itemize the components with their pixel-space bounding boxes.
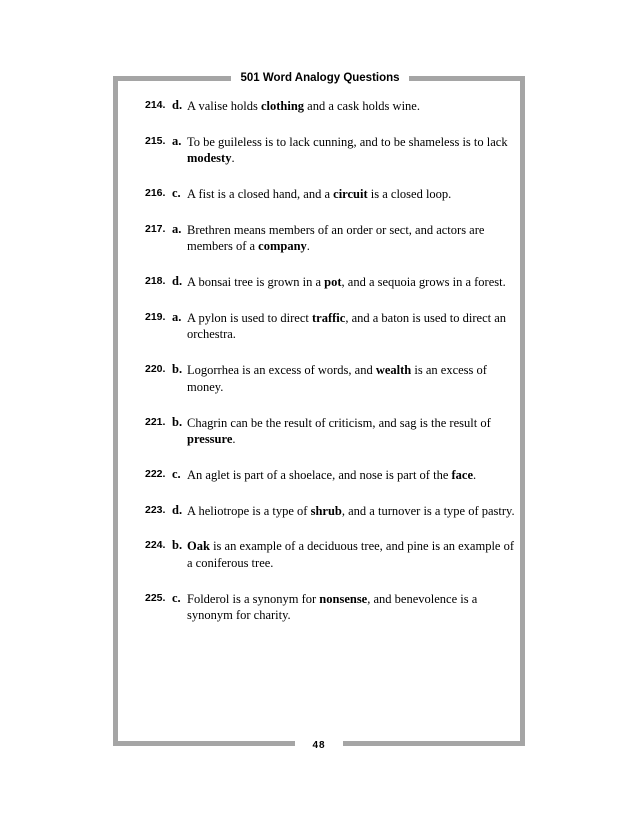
answer-keyword: nonsense xyxy=(319,591,368,606)
answer-explanation xyxy=(187,222,515,255)
answer-text-fragment: A pylon is used to direct xyxy=(187,310,312,325)
answer-item xyxy=(145,222,515,255)
answer-keyword: face xyxy=(451,467,474,482)
answer-keyword: pot xyxy=(324,275,342,290)
answer-text-fragment: . xyxy=(473,467,477,482)
answer-text-fragment: , and a baton is used to direct an orchestra. xyxy=(187,310,507,342)
answer-text-fragment: , and benevolence is a synonym for charity. xyxy=(187,591,478,623)
answer-text-fragment: , and a sequoia grows in a forest. xyxy=(341,275,506,290)
answer-item xyxy=(145,186,515,203)
answer-choice-letter: b. xyxy=(172,414,183,429)
answer-explanation xyxy=(187,503,515,520)
answer-choice-letter: d. xyxy=(172,98,183,112)
answer-item xyxy=(145,362,515,395)
answer-explanation xyxy=(187,310,515,343)
answer-choice-letter: d. xyxy=(172,274,183,289)
answer-number: 223. xyxy=(145,503,166,516)
answer-number: 219. xyxy=(145,310,166,323)
answer-text-fragment: A fist is a closed hand, and a xyxy=(187,187,334,202)
answer-text-fragment: Brethren means members of an order or sect, and actors are members of a xyxy=(187,222,485,254)
answer-explanation xyxy=(187,134,515,167)
answer-item xyxy=(145,503,515,520)
answer-text-fragment: A heliotrope is a type of xyxy=(187,503,311,518)
answer-explanation xyxy=(187,98,515,115)
answer-list xyxy=(145,98,515,643)
answer-explanation xyxy=(187,362,515,395)
page-header-title: 501 Word Analogy Questions xyxy=(231,68,409,88)
answer-choice-letter: c. xyxy=(172,186,181,201)
answer-keyword: circuit xyxy=(333,187,368,202)
answer-number: 217. xyxy=(145,222,166,235)
answer-choice-letter: b. xyxy=(172,362,183,377)
page-number: 48 xyxy=(295,736,343,756)
answer-item xyxy=(145,134,515,167)
answer-explanation xyxy=(187,186,515,203)
answer-choice-letter: b. xyxy=(172,538,183,553)
answer-number: 215. xyxy=(145,134,166,147)
answer-text-fragment: An aglet is part of a shoelace, and nose is part of the xyxy=(187,467,452,482)
answer-choice-letter: c. xyxy=(172,590,181,605)
answer-text-fragment: and a cask holds wine. xyxy=(304,99,420,113)
answer-text-fragment: is an excess of money. xyxy=(187,363,487,394)
answer-text-fragment: Folderol is a synonym for xyxy=(187,591,320,606)
answer-number: 225. xyxy=(145,591,166,604)
answer-item xyxy=(145,98,515,115)
answer-item xyxy=(145,415,515,448)
answer-keyword: shrub xyxy=(310,503,342,518)
answer-item xyxy=(145,538,515,571)
answer-text-fragment: A bonsai tree is grown in a xyxy=(187,275,325,290)
answer-text-fragment: Chagrin can be the result of criticism, and sag is the result of xyxy=(187,415,491,430)
answer-choice-letter: a. xyxy=(172,221,182,236)
answer-text-fragment: To be guileless is to lack cunning, and to be shameless is to lack xyxy=(187,134,508,149)
answer-text-fragment: A valise holds xyxy=(187,99,261,113)
answer-keyword: Oak xyxy=(187,539,210,554)
answer-keyword: clothing xyxy=(260,99,305,113)
answer-explanation xyxy=(187,415,515,448)
answer-explanation xyxy=(187,274,515,291)
answer-number: 220. xyxy=(145,363,166,376)
answer-text-fragment: Logorrhea is an excess of words, and xyxy=(187,363,376,378)
answer-explanation xyxy=(187,538,515,571)
answer-explanation xyxy=(187,467,515,484)
answer-number: 222. xyxy=(145,467,166,480)
answer-text-fragment: . xyxy=(231,151,235,166)
answer-choice-letter: d. xyxy=(172,502,183,517)
answer-number: 216. xyxy=(145,187,166,200)
answer-item xyxy=(145,310,515,343)
answer-explanation xyxy=(187,591,515,624)
answer-number: 218. xyxy=(145,275,166,288)
answer-choice-letter: c. xyxy=(172,466,181,481)
answer-keyword: wealth xyxy=(375,363,412,378)
answer-keyword: pressure xyxy=(187,432,233,447)
answer-keyword: traffic xyxy=(312,310,346,325)
answer-choice-letter: a. xyxy=(172,133,182,148)
answer-text-fragment: . xyxy=(306,239,310,254)
answer-text-fragment: . xyxy=(232,432,236,447)
answer-keyword: company xyxy=(258,239,307,254)
answer-keyword: modesty xyxy=(187,151,232,166)
answer-number: 224. xyxy=(145,539,166,552)
answer-choice-letter: a. xyxy=(172,309,182,324)
answer-text-fragment: , and a turnover is a type of pastry. xyxy=(341,503,515,518)
answer-item xyxy=(145,467,515,484)
answer-number: 214. xyxy=(145,99,166,111)
answer-text-fragment: is an example of a deciduous tree, and pine is an example of a coniferous tree. xyxy=(187,539,514,570)
answer-item xyxy=(145,274,515,291)
answer-number: 221. xyxy=(145,415,166,428)
answer-text-fragment: is a closed loop. xyxy=(367,187,452,202)
answer-item xyxy=(145,591,515,624)
